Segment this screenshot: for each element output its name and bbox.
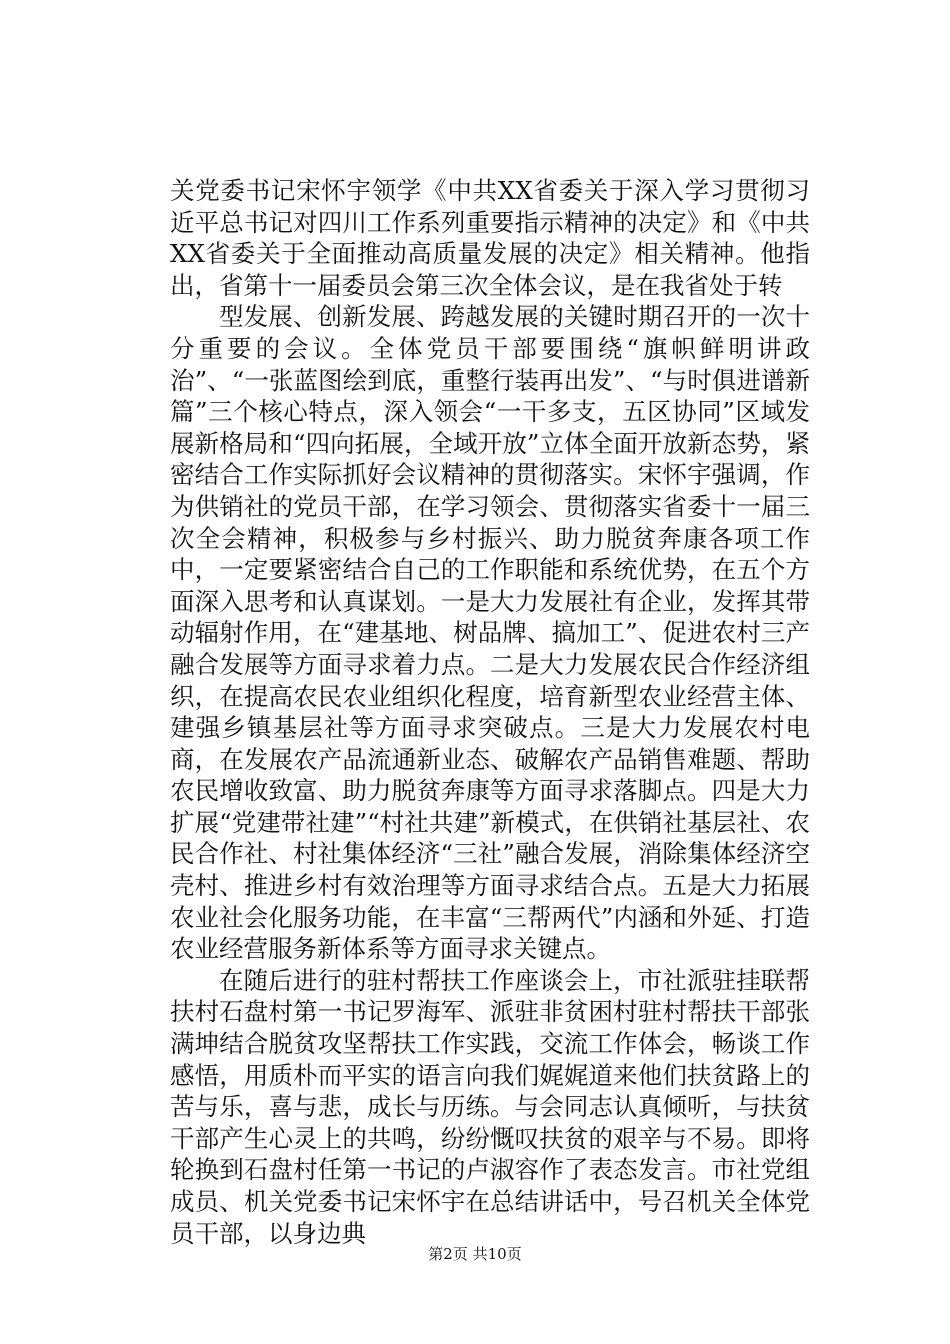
document-body (170, 175, 810, 1249)
paragraph-2: 型发展、创新发展、跨越发展的关键时期召开的一次十分重要的会议。全体党员干部要围绕“旗帜鲜明讲政治”、“一张蓝图绘到底，重整行装再出发”、“与时俱进谱新篇”三个核心特点，深入领会“一干多支，五区协同”区域发展新格局和“四向拓展，全域开放”立体全面开放新态势，紧密结合工作实际抓好会议精神的贯彻落实。宋怀宇强调，作为供销社的党员干部，在学习领会、贯彻落实省委十一届三次全会精神，积极参与乡村振兴、助力脱贫奔康各项工作中，一定要紧密结合自己的工作职能和系统优势，在五个方面深入思考和认真谋划。一是大力发展社有企业，发挥其带动辐射作用，在“建基地、树品牌、搞加工”、促进农村三产融合发展等方面寻求着力点。二是大力发展农民合作经济组织，在提高农民农业组织化程度，培育新型农业经营主体、建强乡镇基层社等方面寻求突破点。三是大力发展农村电商，在发展农产品流通新业态、破解农产品销售难题、帮助农民增收致富、助力脱贫奔康等方面寻求落脚点。四是大力扩展“党建带社建”“村社共建”新模式，在供销社基层社、农民合作社、村社集体经济“三社”融合发展，消除集体经济空壳村、推进乡村有效治理等方面寻求结合点。五是大力拓展农业社会化服务功能，在丰富“三帮两代”内涵和外延、打造农业经营服务新体系等方面寻求关键点。 (170, 302, 810, 964)
paragraph-1: 关党委书记宋怀宇领学《中共XX省委关于深入学习贯彻习近平总书记对四川工作系列重要指示精神的决定》和《中共XX省委关于全面推动高质量发展的决定》相关精神。他指出，省第十一届委员会第三次全体会议，是在我省处于转 (170, 176, 810, 300)
page-number-footer: 第2页 共10页 (428, 1245, 522, 1263)
paragraph-3: 在随后进行的驻村帮扶工作座谈会上，市社派驻挂联帮扶村石盘村第一书记罗海军、派驻非贫困村驻村帮扶干部张满坤结合脱贫攻坚帮扶工作实践，交流工作体会，畅谈工作感悟，用质朴而平实的语言向我们娓娓道来他们扶贫路上的苦与乐，喜与悲，成长与历练。与会同志认真倾听，与扶贫干部产生心灵上的共鸣，纷纷慨叹扶贫的艰辛与不易。即将轮换到石盘村任第一书记的卢淑容作了表态发言。市社党组成员、机关党委书记宋怀宇在总结讲话中，号召机关全体党员干部，以身边典 (170, 965, 810, 1248)
